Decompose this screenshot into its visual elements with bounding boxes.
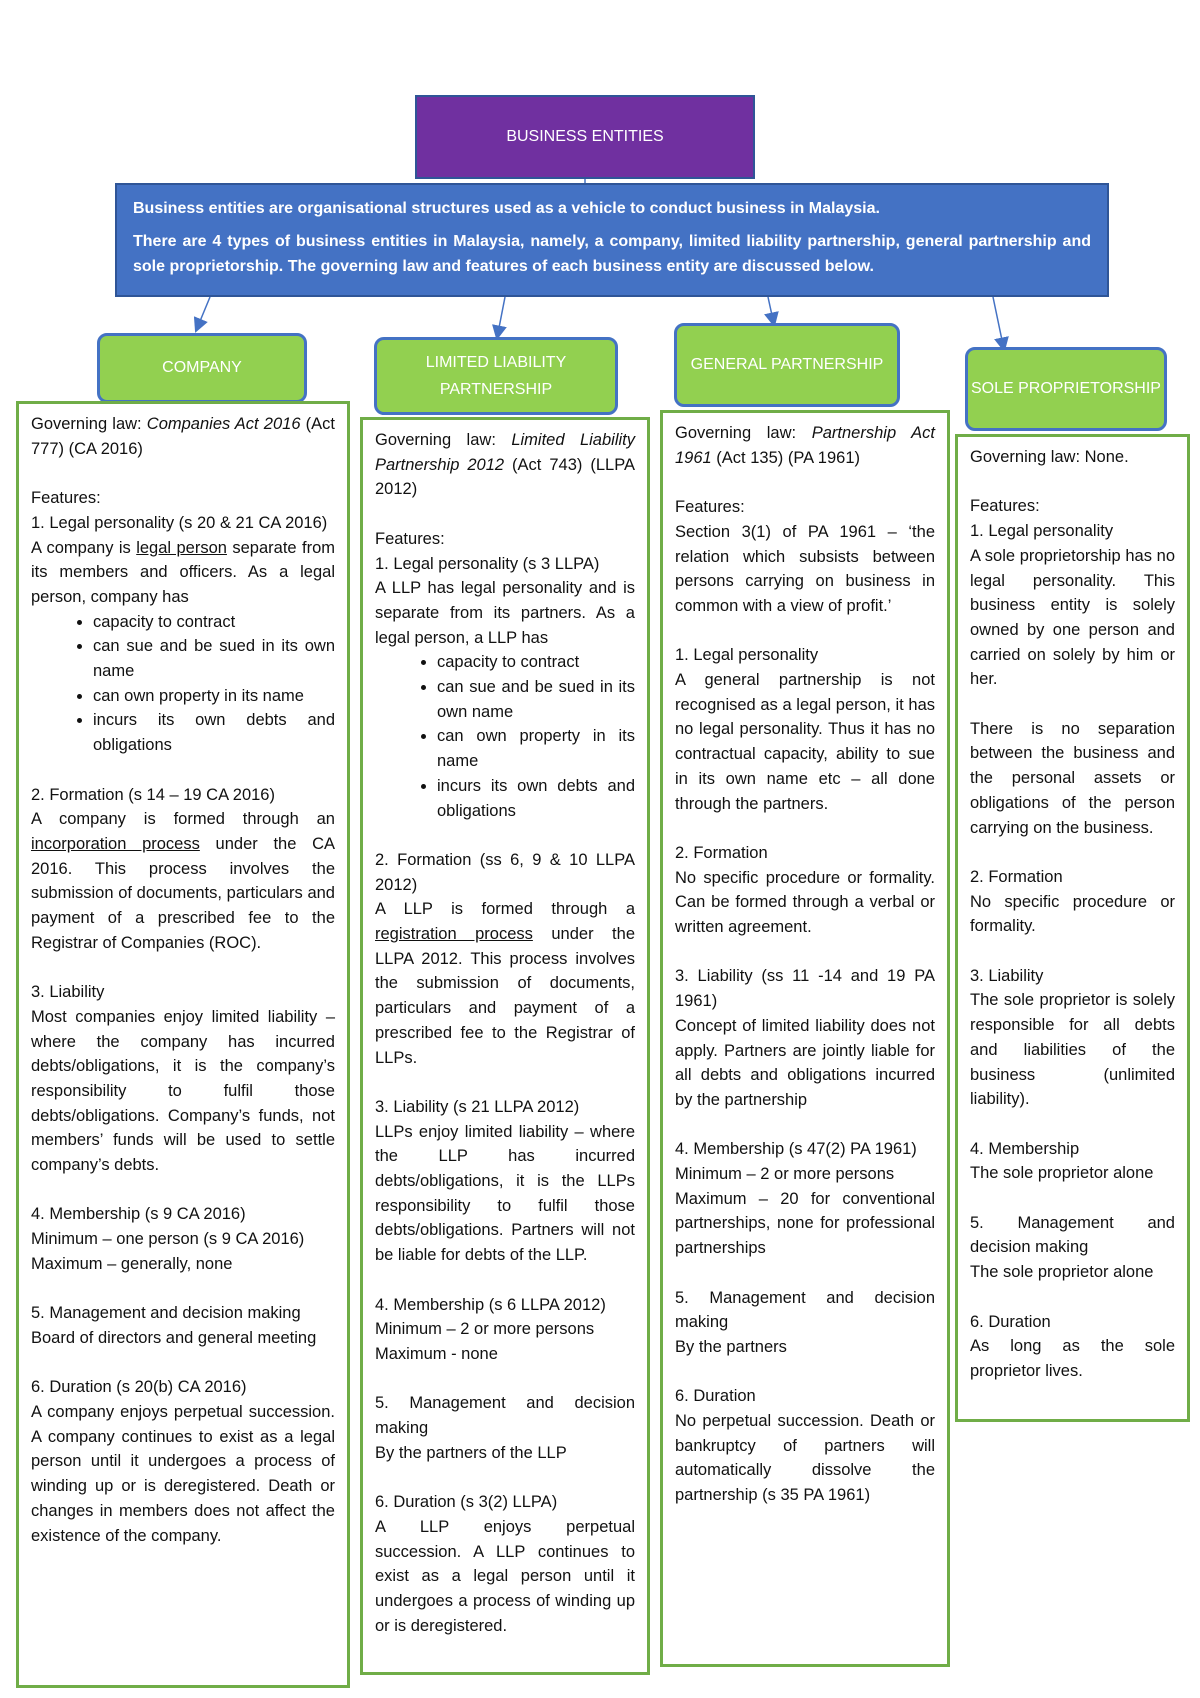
company-header-label: COMPANY — [162, 359, 242, 377]
gp-f4-max: Maximum – 20 for conventional partnerships, none for professional partnerships — [675, 1189, 935, 1258]
gp-f4-title: 4. Membership (s 47(2) PA 1961) — [675, 1140, 917, 1159]
arrow-company — [198, 297, 210, 326]
company-f4-title: 4. Membership (s 9 CA 2016) — [31, 1205, 246, 1224]
sole-f6-text: As long as the sole proprietor lives. — [970, 1337, 1175, 1380]
gp-f5-title: 5. Management and decision making — [675, 1288, 935, 1332]
gp-f6-text: No perpetual succession. Death or bankruptcy of partners will automatically dissolve the partnership (s 35 PA 1961) — [675, 1412, 935, 1505]
llp-f4-max: Maximum - none — [375, 1344, 498, 1363]
llp-header-label: LIMITED LIABILITY PARTNERSHIP — [425, 353, 567, 398]
company-f1-title: 1. Legal personality (s 20 & 21 CA 2016) — [31, 513, 328, 532]
llp-f3-text: LLPs enjoy limited liability – where the LLP has incurred debts/obligations, it is the LLPs responsibility to fulfil those debts/obligations. Partners will not be liable for debts of the LLP. — [375, 1122, 635, 1265]
sole-f3-text: The sole proprietor is solely responsible for all debts and liabilities of the business (unlimited liability). — [970, 991, 1175, 1109]
sole-f6-title: 6. Duration — [970, 1312, 1051, 1331]
company-f3-text: Most companies enjoy limited liability – where the company has incurred debts/obligations, it is the company’s responsibility to fulfil those debts/obligations. Company’s funds, not members’ funds will be used to settle company’s debts. — [31, 1007, 335, 1175]
gp-governing-law: Governing law: Partnership Act 1961 (Act 135) (PA 1961) — [675, 424, 935, 467]
llp-f6-title: 6. Duration (s 3(2) LLPA) — [375, 1493, 558, 1512]
intro-paragraph-2: There are 4 types of business entities in Malaysia, namely, a company, limited liability partnership, general partnership and sole proprietorship. The governing law and features of each business entity are discussed below. — [133, 232, 1091, 275]
gp-f1-title: 1. Legal personality — [675, 646, 819, 665]
company-f6-text: A company enjoys perpetual succession. A company continues to exist as a legal person until it undergoes a process of winding up or is deregistered. Death or changes in members does not affect the existence of the company. — [31, 1403, 335, 1545]
list-item: • incurs its own debts and obligations — [93, 708, 335, 757]
company-governing-law: Governing law: Companies Act 2016 (Act 777) (CA 2016) — [31, 415, 336, 458]
sole-governing-law: Governing law: None. — [970, 448, 1129, 466]
llp-features-heading: Features: — [375, 529, 445, 548]
company-f4-max: Maximum – generally, none — [31, 1254, 233, 1273]
company-f1-text: A company is legal person separate from its members and officers. As a legal person, company has — [31, 538, 335, 606]
list-item: • can sue and be sued in its own name — [93, 634, 335, 683]
gp-header-label: GENERAL PARTNERSHIP — [690, 356, 884, 374]
llp-column — [360, 417, 650, 1675]
list-item: • capacity to contract — [93, 610, 335, 635]
gp-f3-title: 3. Liability (ss 11 -14 and 19 PA 1961) — [675, 967, 935, 1011]
gp-definition: Section 3(1) of PA 1961 – ‘the relation which subsists between persons carrying on business in common with a view of profit.’ — [675, 522, 935, 615]
arrow-llp — [498, 297, 505, 333]
llp-f1-text: A LLP has legal personality and is separate from its partners. As a legal person, a LLP has — [375, 579, 635, 647]
llp-f4-min: Minimum – 2 or more persons — [375, 1320, 595, 1339]
gp-f3-text: Concept of limited liability does not apply. Partners are jointly liable for all debts and obligations incurred by the partnership — [675, 1016, 935, 1109]
company-f6-title: 6. Duration (s 20(b) CA 2016) — [31, 1378, 247, 1397]
sole-f4-text: The sole proprietor alone — [970, 1164, 1154, 1183]
company-f3-title: 3. Liability — [31, 983, 105, 1002]
gp-f2-title: 2. Formation — [675, 843, 768, 862]
company-capacity-list — [31, 610, 335, 758]
llp-f1-title: 1. Legal personality (s 3 LLPA) — [375, 554, 600, 573]
gp-column — [660, 410, 950, 1667]
list-item: • can own property in its name — [437, 724, 635, 773]
llp-capacity-list — [375, 650, 635, 823]
gp-features-heading: Features: — [675, 498, 745, 517]
llp-f2-title: 2. Formation (ss 6, 9 & 10 LLPA 2012) — [375, 850, 635, 894]
company-f5-text: Board of directors and general meeting — [31, 1328, 317, 1347]
list-item: • capacity to contract — [437, 650, 635, 675]
llp-header — [374, 337, 618, 415]
list-item: • can sue and be sued in its own name — [437, 675, 635, 724]
sole-f2-title: 2. Formation — [970, 867, 1063, 886]
sole-f1-title: 1. Legal personality — [970, 522, 1114, 541]
arrow-gp — [768, 297, 773, 320]
gp-f4-min: Minimum – 2 or more persons — [675, 1165, 895, 1184]
gp-f2-text: No specific procedure or formality. Can be formed through a verbal or written agreement. — [675, 868, 935, 937]
sole-f5-title: 5. Management and decision making — [970, 1213, 1175, 1257]
sole-f5-text: The sole proprietor alone — [970, 1263, 1154, 1282]
sole-f2-text: No specific procedure or formality. — [970, 892, 1175, 936]
llp-f3-title: 3. Liability (s 21 LLPA 2012) — [375, 1097, 580, 1116]
list-item: • incurs its own debts and obligations — [437, 774, 635, 823]
company-features-heading: Features: — [31, 489, 101, 508]
sole-f3-title: 3. Liability — [970, 966, 1044, 985]
gp-header — [674, 323, 900, 407]
llp-f6-text: A LLP enjoys perpetual succession. A LLP continues to exist as a legal person until it undergoes a process of winding up or is deregistered. — [375, 1517, 635, 1635]
company-f2-title: 2. Formation (s 14 – 19 CA 2016) — [31, 785, 275, 804]
sole-header — [965, 347, 1167, 431]
sole-header-label: SOLE PROPRIETORSHIP — [971, 380, 1161, 398]
sole-column — [955, 434, 1190, 1422]
gp-f5-text: By the partners — [675, 1337, 787, 1356]
gp-f6-title: 6. Duration — [675, 1387, 756, 1406]
sole-f1-text-2: There is no separation between the business and the personal assets or obligations of the person carrying on the business. — [970, 719, 1175, 837]
intro-box — [115, 183, 1109, 297]
company-header — [97, 333, 307, 403]
llp-f2-text: A LLP is formed through a registration process under the LLPA 2012. This process involves the submission of documents, particulars and payment of a prescribed fee to the Registrar of LLPs. — [375, 900, 635, 1067]
company-f5-title: 5. Management and decision making — [31, 1304, 301, 1323]
llp-f5-text: By the partners of the LLP — [375, 1443, 567, 1462]
arrow-sole — [993, 297, 1003, 345]
sole-f4-title: 4. Membership — [970, 1139, 1080, 1158]
company-f2-text: A company is formed through an incorporation process under the CA 2016. This process involves the submission of documents, particulars and payment of a prescribed fee to the Registrar of Companies (ROC). — [31, 810, 335, 952]
company-f4-min: Minimum – one person (s 9 CA 2016) — [31, 1230, 305, 1249]
list-item: • can own property in its name — [93, 684, 335, 709]
sole-features-heading: Features: — [970, 497, 1040, 516]
gp-f1-text: A general partnership is not recognised as a legal person, it has no legal personality. Thus it has no contractual capacity, ability to sue in its own name etc – all done through the partners. — [675, 671, 935, 813]
page-title: BUSINESS ENTITIES — [415, 95, 755, 179]
company-column — [16, 401, 350, 1688]
llp-f4-title: 4. Membership (s 6 LLPA 2012) — [375, 1295, 606, 1314]
llp-governing-law: Governing law: Limited Liability Partnership 2012 (Act 743) (LLPA 2012) — [375, 431, 635, 499]
llp-f5-title: 5. Management and decision making — [375, 1394, 635, 1438]
intro-paragraph-1: Business entities are organisational structures used as a vehicle to conduct business in Malaysia. — [133, 200, 880, 217]
sole-f1-text: A sole proprietorship has no legal personality. This business entity is solely owned by one person and carried on solely by him or her. — [970, 546, 1175, 689]
